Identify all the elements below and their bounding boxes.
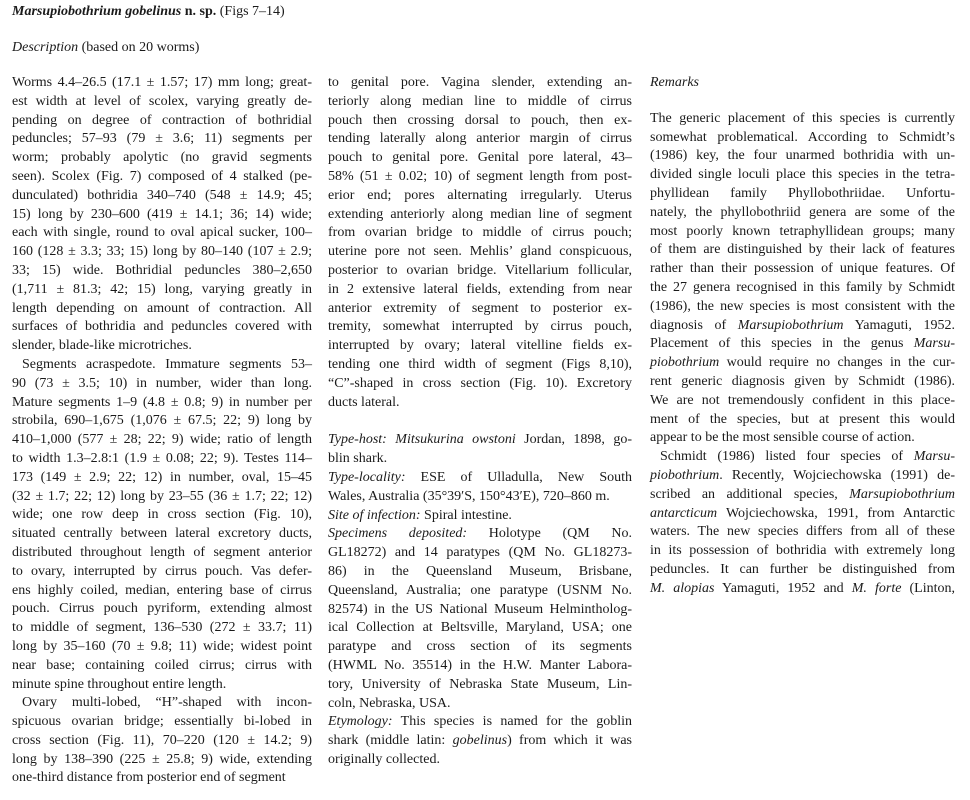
species-name-ref: M. alopias xyxy=(650,580,715,596)
remarks-text: would require no changes in the cur- xyxy=(719,355,955,371)
remarks-text: . Recently, Wojciechowska (1991) de- xyxy=(719,467,955,483)
description-line: ducts lateral. xyxy=(328,394,400,410)
remarks-text: Wojciechowska, 1991, from Antarctic xyxy=(717,505,955,521)
remarks-line: (1986), the new species is most consistent with the xyxy=(650,298,955,314)
type-host-section xyxy=(328,431,632,469)
description-line: one-third distance from posterior end of segment xyxy=(12,770,286,786)
middle-column xyxy=(328,74,632,770)
site-of-infection-label: Site of infection: xyxy=(328,507,421,523)
description-line: “C”-shaped in cross section (Fig. 10). Excretory xyxy=(328,375,632,391)
left-column xyxy=(12,74,312,788)
description-line: 15) long by 230–600 (419 ± 14.1; 36; 14) wide; xyxy=(12,206,312,222)
description-line: spicuous ovarian bridge; essentially bi-lobed in xyxy=(12,714,312,730)
species-epithet: antarcticum xyxy=(650,505,718,521)
etymology-text-end: originally collected. xyxy=(328,751,440,767)
specimens-line: paratype and cross section of its segments xyxy=(328,639,632,655)
description-line: est width at level of scolex, varying greatly de- xyxy=(12,93,312,109)
remarks-line: peduncles. It can further be distinguished from xyxy=(650,561,955,577)
specimens-line: GL18272) and 14 paratypes (QM No. GL18273- xyxy=(328,545,632,561)
description-line: extending anteriorly along median line of segment xyxy=(328,206,632,222)
remarks-line: somewhat problematical. According to Schmidt’s xyxy=(650,129,955,145)
genus-name: Marsupiobothrium xyxy=(737,317,844,333)
description-line: in 2 extensive lateral fields, extending from near xyxy=(328,281,632,297)
specimens-deposited-label: Specimens deposited: xyxy=(328,526,468,542)
remarks-heading: Remarks xyxy=(650,75,699,90)
specimens-line: ical Collection at Beltsville, Maryland, USA; one xyxy=(328,620,632,636)
description-line: to ovary, interrupted by cirrus pouch. Vas defer- xyxy=(12,563,312,579)
genus-name: Marsu- xyxy=(913,336,955,352)
remarks-line: waters. The new species differs from all of these xyxy=(650,524,955,540)
type-locality-section xyxy=(328,469,632,507)
type-locality-text-cont: Wales, Australia (35°39′S, 150°43′E), 720–860 m. xyxy=(328,488,610,504)
etymology-section xyxy=(328,713,632,769)
remarks-paragraph-1 xyxy=(650,110,955,317)
description-line: dunculated) bothridia 340–740 (548 ± 14.9; 45; xyxy=(12,187,312,203)
description-line: long by 138–390 (225 ± 25.8; 9) wide, extending xyxy=(12,751,312,767)
remarks-line: rather than their possession of unique features. Of xyxy=(650,261,955,277)
description-line: to width 1.3–2.8:1 (1.9 ± 0.08; 22; 9). Testes 114– xyxy=(12,450,312,466)
description-line: erior end; pores alternating irregularly. Uterus xyxy=(328,187,632,203)
species-name-ref: M. forte xyxy=(851,580,902,596)
description-line: to middle of segment, 136–530 (272 ± 33.7; 11) xyxy=(12,620,312,636)
site-of-infection-section xyxy=(328,507,632,526)
description-line: 33; 15) wide. Bothridial peduncles 380–2,650 xyxy=(12,262,312,278)
description-line: Worms 4.4–26.5 (17.1 ± 1.57; 17) mm long; great- xyxy=(12,75,312,90)
genus-name: piobothrium xyxy=(650,467,720,483)
description-line: cross section (Fig. 11), 70–220 (120 ± 14.2; 9) xyxy=(12,732,312,748)
description-line: Segments acraspedote. Immature segments 53– xyxy=(22,356,312,372)
specimens-deposited-body xyxy=(328,544,632,713)
type-host-label: Type-host: xyxy=(328,432,387,448)
description-line: pouch to genital pore. Genital pore lateral, 43– xyxy=(328,150,632,166)
remarks-line: nately, the phyllobothriid genera are some of the xyxy=(650,204,955,220)
genus-name: Marsupiobothrium xyxy=(849,486,955,502)
remarks-line: ment of the species, but at present this would xyxy=(650,411,955,427)
etymology-text: This species is named for the goblin xyxy=(392,714,632,730)
remarks-line: in its possession of bothridia with extremely long xyxy=(650,543,955,559)
description-line: length depending on amount of contraction. All xyxy=(12,300,312,316)
site-of-infection-text: Spiral intestine. xyxy=(420,507,512,523)
type-locality-text: ESE of Ulladulla, New South xyxy=(405,469,632,485)
description-line: surfaces of bothridia and peduncles covered with xyxy=(12,319,312,335)
description-line: pouch then crossing dorsal to pouch, then ex- xyxy=(328,112,632,128)
description-line: posterior to ovarian bridge. Vitellarium follicular, xyxy=(328,262,632,278)
remarks-text: scribed an additional species, xyxy=(650,486,850,502)
etymology-text-cont2: ) from which it was xyxy=(507,733,632,749)
remarks-text: Yamaguti, 1952. xyxy=(843,317,955,333)
description-line: Mature segments 1–9 (4.8 ± 0.8; 9) in number per xyxy=(12,394,312,410)
description-line: worm; probably apolytic (no gravid segments xyxy=(12,150,312,166)
description-line: uterine pore not seen. Mehlis’ gland conspicuous, xyxy=(328,244,632,260)
type-host-species: Mitsukurina owstoni xyxy=(395,432,516,448)
remarks-line: rent generic diagnosis given by Schmidt (1986). xyxy=(650,373,955,389)
description-line: distributed throughout length of segment anterior xyxy=(12,544,312,560)
type-locality-label: Type-locality: xyxy=(328,469,406,485)
remarks-text: (Linton, xyxy=(901,580,956,596)
description-line: from ovarian bridge to middle of cirrus pouch; xyxy=(328,225,632,241)
remarks-text: Placement of this species in the genus xyxy=(650,336,914,352)
specimens-line: (HWML No. 35514) in the H.W. Manter Labora- xyxy=(328,657,632,673)
description-line: 173 (149 ± 2.9; 22; 12) in number, oval, 15–45 xyxy=(12,469,312,485)
description-line: pouch. Cirrus pouch pyriform, extending almost xyxy=(12,601,312,617)
description-line: long by 35–160 (70 ± 9.8; 11) wide; widest point xyxy=(12,638,312,654)
remarks-line: the 27 genera recognised in this family by Schmidt xyxy=(650,279,955,295)
genus-name: Marsu- xyxy=(913,449,955,465)
etymology-label: Etymology: xyxy=(328,714,393,730)
remarks-paragraph-2-body xyxy=(650,523,955,579)
remarks-line: The generic placement of this species is currently xyxy=(650,110,955,126)
description-line: interrupted by ovary; lateral vitelline fields ex- xyxy=(328,338,632,354)
description-line: 410–1,000 (577 ± 28; 22; 9) wide; ratio of length xyxy=(12,432,312,448)
remarks-paragraph-2 xyxy=(650,448,955,598)
description-line: anterior extremity of segment to posterior ex- xyxy=(328,300,632,316)
species-designation: n. sp. xyxy=(184,4,217,19)
remarks-line: We are not tremendously confident in this place- xyxy=(650,392,955,408)
remarks-line: phyllidean family Phyllobothriidae. Unfortu- xyxy=(650,185,955,201)
type-host-text-cont: blin shark. xyxy=(328,451,388,467)
species-title xyxy=(12,3,285,21)
type-host-text: Jordan, 1898, go- xyxy=(515,432,632,448)
description-line: Ovary multi-lobed, “H”-shaped with incon- xyxy=(22,695,312,711)
description-line: ens highly coiled, median, entering base of cirrus xyxy=(12,582,312,598)
remarks-line: of them are distinguished by their lack of features xyxy=(650,242,955,258)
description-line: situated centrally between lateral excretory ducts, xyxy=(12,526,312,542)
description-label: Description xyxy=(12,40,79,55)
description-line: near base; containing coiled cirrus; cirrus with xyxy=(12,657,312,673)
right-column xyxy=(650,74,955,599)
remarks-text: Schmidt (1986) listed four species of xyxy=(660,449,914,465)
specimens-line: tory, University of Nebraska State Museum, Lin- xyxy=(328,676,632,692)
description-line: 90 (73 ± 3.5; 10) in number, wider than long. xyxy=(12,375,312,391)
specimens-deposited-section xyxy=(328,525,632,713)
description-note: (based on 20 worms) xyxy=(81,40,200,55)
description-heading xyxy=(12,39,199,57)
remarks-line: divided single loculi place this species in the tetra- xyxy=(650,167,955,183)
remarks-paragraph-1-end xyxy=(650,373,955,448)
remarks-line: most poorly known tetraphyllidean groups; many xyxy=(650,223,955,239)
description-line: 160 (128 ± 3.3; 33; 15) long by 80–140 (107 ± 2.9; xyxy=(12,244,312,260)
description-line: tremity, somewhat interrupted by cirrus pouch, xyxy=(328,319,632,335)
specimens-deposited-text: Holotype (QM No. xyxy=(467,526,632,542)
remarks-text: Yamaguti, 1952 and xyxy=(714,580,852,596)
description-line: to genital pore. Vagina slender, extending an- xyxy=(328,75,632,90)
description-line: tending laterally along anterior margin of cirrus xyxy=(328,131,632,147)
remarks-text: diagnosis of xyxy=(650,317,738,333)
specimens-line: 82574) in the US National Museum Helmintholog- xyxy=(328,601,632,617)
description-line: 58% (51 ± 0.02; 10) of segment length from post- xyxy=(328,168,632,184)
description-line: tending one third width of segment (Figs 8,10), xyxy=(328,356,632,372)
description-line: pending on degree of contraction of bothridial xyxy=(12,112,312,128)
description-line: seen). Scolex (Fig. 7) composed of 4 stalked (pe- xyxy=(12,168,312,184)
description-line: strobila, 690–1,675 (1,076 ± 67.5; 22; 9) long by xyxy=(12,413,312,429)
remarks-line: appear to be the most sensible course of action. xyxy=(650,430,915,446)
specimens-line: Queensland, Australia; one paratype (USNM No. xyxy=(328,582,632,598)
description-line: slender, blade-like microtriches. xyxy=(12,338,192,354)
description-continued xyxy=(328,74,632,412)
etymology-latin-name: gobelinus xyxy=(452,733,508,749)
description-line: (1,711 ± 81.3; 42; 15) long, varying greatly in xyxy=(12,281,312,297)
specimens-line: coln, Nebraska, USA. xyxy=(328,695,451,711)
description-line: teriorly along median line to middle of cirrus xyxy=(328,93,632,109)
specimens-line: 86) in the Queensland Museum, Brisbane, xyxy=(328,563,632,579)
description-line: (32 ± 1.7; 22; 12) long by 23–55 (36 ± 1.7; 22; 12) xyxy=(12,488,312,504)
description-line: minute spine throughout entire length. xyxy=(12,676,227,692)
description-line: wide; one row deep in cross section (Fig. 10), xyxy=(12,507,312,523)
genus-name: piobothrium xyxy=(650,355,720,371)
etymology-text-cont: shark (middle latin: xyxy=(328,733,453,749)
description-line: peduncles; 57–93 (79 ± 3.6; 11) segments per xyxy=(12,131,312,147)
figure-reference: (Figs 7–14) xyxy=(219,4,285,19)
description-line: each with single, round to oval apical sucker, 100– xyxy=(12,225,312,241)
remarks-line: (1986) key, the four unarmed bothridia with un- xyxy=(650,148,955,164)
species-name: Marsupiobothrium gobelinus xyxy=(12,4,182,19)
